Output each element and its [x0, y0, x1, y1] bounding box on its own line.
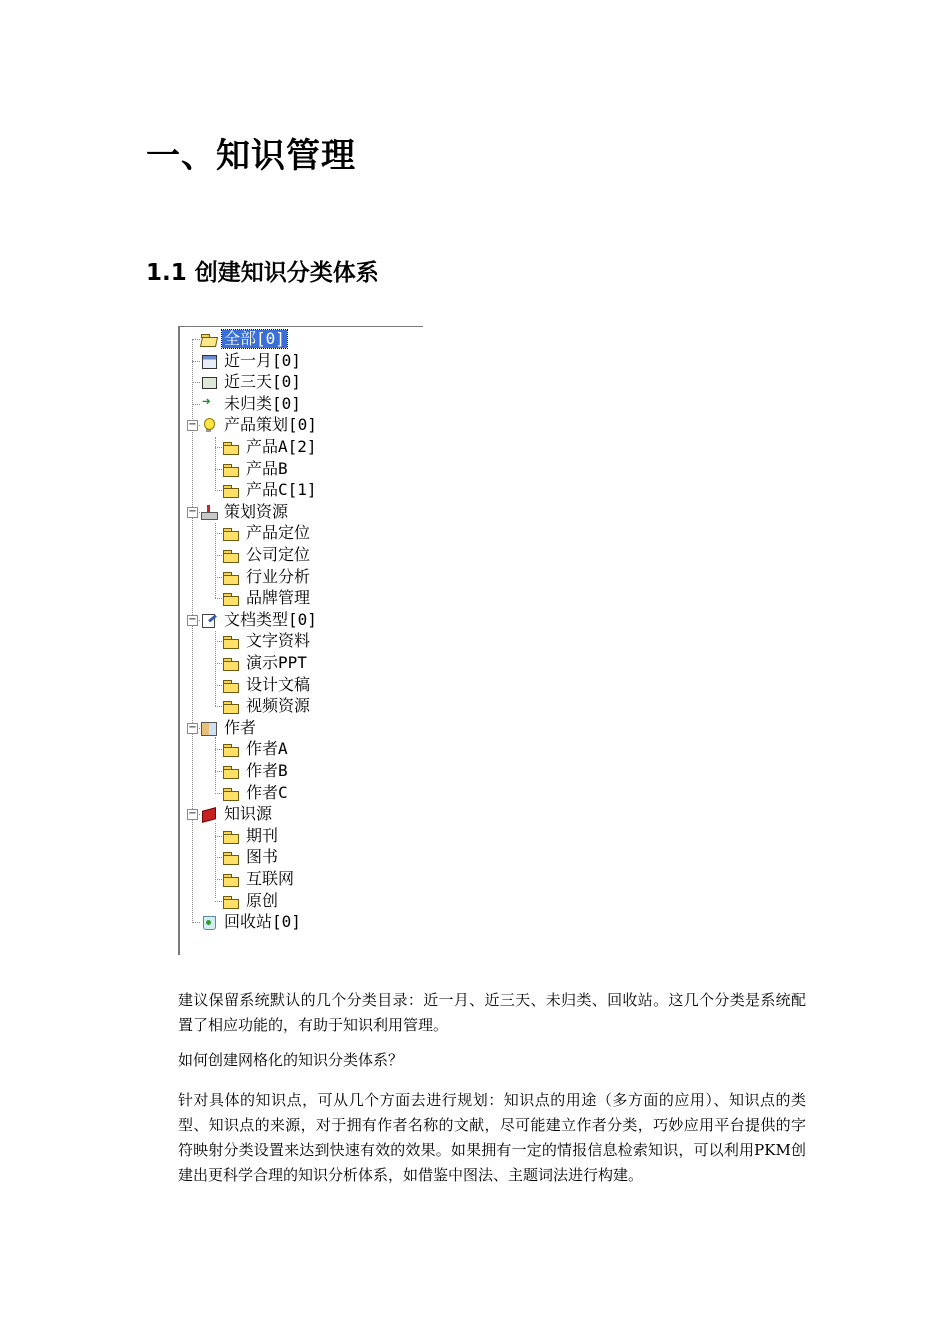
tree-node[interactable]: [200, 502, 290, 522]
tree-node[interactable]: [222, 826, 280, 846]
tree-guide-branch: [215, 901, 222, 902]
lightbulb-icon: [200, 417, 218, 433]
tree-node[interactable]: [200, 372, 303, 392]
tree-guide-group: [215, 437, 216, 491]
document-pen-icon: [200, 612, 218, 628]
red-book-icon: [200, 806, 218, 822]
tree-guide-branch: [215, 490, 222, 491]
tree-guide-group: [215, 823, 216, 898]
tree-node[interactable]: [200, 351, 303, 371]
tree-guide-branch: [192, 382, 200, 383]
tree-node-label: 产品A[2]: [246, 437, 317, 456]
tree-node[interactable]: [222, 696, 312, 716]
tree-guide-branch: [192, 339, 200, 340]
tree-node[interactable]: [222, 675, 312, 695]
folder-icon: [222, 439, 240, 455]
tree-guide-branch: [215, 836, 222, 837]
tree-guide-branch: [192, 361, 200, 362]
tree-node-label: 公司定位: [246, 545, 311, 564]
tree-node-label: 图书: [246, 847, 279, 867]
tree-node-label: 知识源: [224, 804, 273, 824]
tree-node-label: 近三天[0]: [224, 372, 301, 392]
folder-icon: [222, 590, 240, 606]
tree-node[interactable]: [222, 631, 312, 651]
tree-node-label: 回收站[0]: [224, 912, 301, 932]
folder-icon: [222, 525, 240, 541]
card-icon: [200, 374, 218, 390]
folder-icon: [222, 871, 240, 887]
tree-guide-branch: [215, 749, 222, 750]
folder-icon: [222, 698, 240, 714]
tree-node[interactable]: [200, 912, 303, 932]
folder-icon: [222, 482, 240, 498]
tree-node[interactable]: [222, 783, 290, 803]
tree-guide-branch: [215, 469, 222, 470]
collapse-toggle-icon[interactable]: −: [188, 808, 197, 820]
tree-guide-branch: [192, 404, 200, 405]
tree-node-label: 产品B: [246, 458, 288, 478]
tree-guide-branch: [215, 793, 222, 794]
tree-node-label: 作者C: [246, 782, 288, 802]
tree-node-label: 未归类[0]: [224, 393, 301, 413]
heading-2: 1.1 创建知识分类体系: [146, 260, 379, 286]
folder-icon: [222, 547, 240, 563]
tree-guide-branch: [215, 685, 222, 686]
tree-node[interactable]: [200, 804, 274, 824]
folder-icon: [222, 461, 240, 477]
tree-guide-branch: [215, 598, 222, 599]
tree-node-label: 互联网: [246, 869, 295, 888]
download-tray-icon: [200, 504, 218, 520]
tree-guide-branch: [215, 706, 222, 707]
tree-node[interactable]: [222, 739, 290, 759]
folder-icon: [222, 828, 240, 844]
tree-node[interactable]: [222, 869, 296, 889]
tree-guide-branch: [215, 663, 222, 664]
folder-icon: [222, 655, 240, 671]
collapse-toggle-icon[interactable]: −: [188, 721, 197, 733]
tree-node[interactable]: [222, 588, 312, 608]
tree-node[interactable]: [222, 545, 312, 565]
tree-node[interactable]: [200, 415, 319, 435]
folder-open-icon: [200, 331, 218, 347]
calendar-icon: [200, 353, 218, 369]
tree-guide-branch: [192, 922, 200, 923]
tree-guide-branch: [215, 577, 222, 578]
tree-guide-group: [215, 737, 216, 791]
tree-node[interactable]: [200, 610, 319, 630]
tree-node-label: 演示PPT: [246, 653, 307, 672]
open-book-icon: [200, 720, 218, 736]
green-arrow-icon: [200, 396, 218, 412]
heading-1: 一、知识管理: [146, 136, 356, 176]
folder-icon: [222, 677, 240, 693]
folder-icon: [222, 741, 240, 757]
tree-node-label: 设计文稿: [246, 674, 311, 694]
collapse-toggle-icon[interactable]: −: [188, 613, 197, 625]
tree-node-label: 文档类型[0]: [224, 609, 317, 629]
tree-node[interactable]: [200, 394, 303, 414]
recycle-bin-icon: [200, 914, 218, 930]
tree-node[interactable]: [222, 480, 319, 500]
tree-guide-branch: [215, 857, 222, 858]
tree-node-label: 期刊: [246, 825, 279, 845]
tree-guide-branch: [215, 641, 222, 642]
tree-node[interactable]: [222, 523, 312, 543]
tree-node-label: 行业分析: [246, 566, 311, 586]
tree-node[interactable]: [222, 847, 280, 867]
folder-icon: [222, 893, 240, 909]
paragraph-question: 如何创建网格化的知识分类体系？: [178, 1051, 404, 1069]
tree-node-label: 作者: [224, 717, 257, 737]
tree-node[interactable]: [200, 718, 258, 738]
tree-guide-branch: [215, 447, 222, 448]
tree-node[interactable]: [222, 891, 280, 911]
tree-guide-branch: [215, 879, 222, 880]
collapse-toggle-icon[interactable]: −: [188, 419, 197, 431]
folder-icon: [222, 569, 240, 585]
folder-icon: [222, 633, 240, 649]
tree-node-label: 作者B: [246, 761, 288, 780]
paragraph-planning: 针对具体的知识点，可从几个方面去进行规划：知识点的用途（多方面的应用）、知识点的类型、知识点的来源，对于拥有作者名称的文献，尽可能建立作者分类，巧妙应用平台提供的字符映射分类设置来达到快速有效的效果。如果拥有一定的情报信息检索知识，可以利用PKM创建出更科学合理的知识分析体系，如借鉴中图法、主题词法进行构建。: [178, 1091, 806, 1184]
tree-node[interactable]: [222, 567, 312, 587]
folder-icon: [222, 849, 240, 865]
folder-icon: [222, 763, 240, 779]
tree-node-label: 产品策划[0]: [224, 415, 317, 435]
tree-guide-branch: [215, 533, 222, 534]
tree-node[interactable]: [222, 761, 290, 781]
folder-icon: [222, 785, 240, 801]
tree-node-label: 品牌管理: [246, 588, 311, 608]
tree-node-label: 文字资料: [246, 631, 311, 651]
tree-node[interactable]: [200, 329, 287, 349]
tree-node-label: 全部[0]: [224, 329, 285, 348]
tree-guide-branch: [215, 555, 222, 556]
tree-node[interactable]: [222, 459, 290, 479]
tree-guide-branch: [215, 771, 222, 772]
tree-node[interactable]: [222, 437, 319, 457]
tree-node-label: 视频资源: [246, 696, 311, 716]
tree-node-label: 产品定位: [246, 523, 311, 543]
tree-node-label: 原创: [246, 890, 279, 910]
tree-node-label: 近一月[0]: [224, 350, 301, 370]
tree-node-label: 作者A: [246, 739, 288, 759]
tree-node-label: 策划资源: [224, 501, 289, 521]
paragraph-default-categories: 建议保留系统默认的几个分类目录：近一月、近三天、未归类、回收站。这几个分类是系统配置了相应功能的，有助于知识利用管理。: [178, 991, 806, 1034]
category-tree[interactable]: [178, 326, 423, 955]
tree-node[interactable]: [222, 653, 309, 673]
collapse-toggle-icon[interactable]: −: [188, 505, 197, 517]
tree-node-label: 产品C[1]: [246, 480, 317, 500]
